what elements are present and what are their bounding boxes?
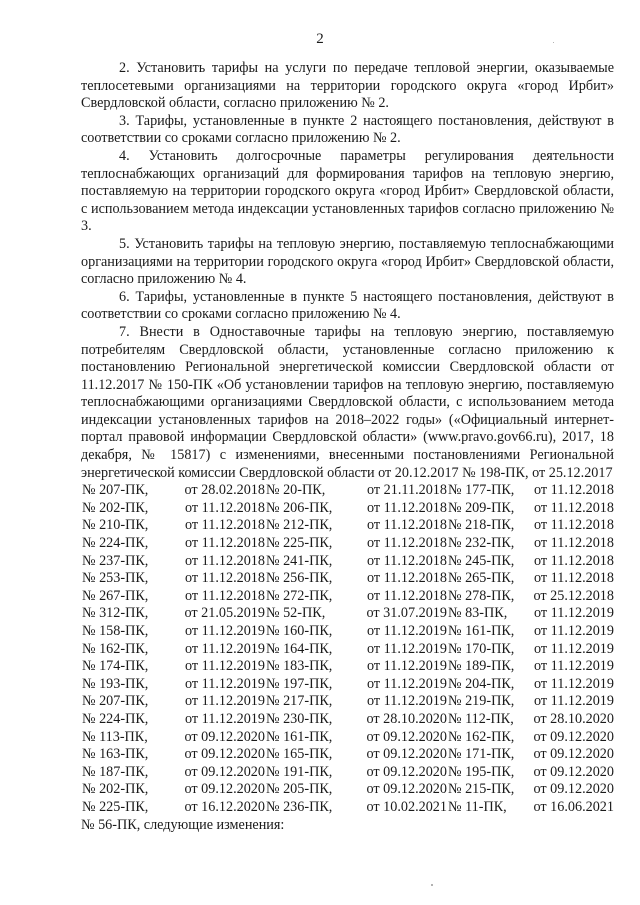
amendment-date: от 09.12.2020 — [366, 781, 447, 798]
amendment-date: от 09.12.2020 — [366, 763, 447, 780]
amendment-date: от 11.12.2018 — [367, 499, 447, 516]
amendment-number: № 112-ПК, — [448, 710, 514, 727]
amendment-number: № 158-ПК, — [82, 623, 149, 639]
paragraph-item-2: 2. Установить тарифы на услуги по передаче тепловой энергии, оказываемые теплосетевыми организациями на территории городского округа «город Ирбит» Свердловской области, согласно приложению № 2. — [81, 60, 614, 112]
scan-speck — [553, 42, 554, 43]
amendment-number: № 170-ПК, — [448, 640, 515, 657]
amendment-date: от 11.12.2018 — [534, 499, 614, 516]
amendment-date: от 11.12.2019 — [185, 693, 265, 710]
amendment-date: от 11.12.2018 — [367, 587, 447, 604]
amendment-date: от 31.07.2019 — [366, 605, 447, 622]
paragraph-item-7: 7. Внести в Одноставочные тарифы на тепловую энергию, поставляемую потребителям Свердловской области, установленные согласно приложению к постановлению Региональной энергетической комиссии Свердловской области от 11.12.2017 № 150-ПК «Об установлении тарифов на тепловую энергию, поставляемую теплоснабжающими организациями Свердловской области, с использованием метода индексации установленных тарифов на 2018–2022 годы» («Официальный интернет-портал правовой информации Свердловской области» (www.pravo.gov66.ru), 2017, 18 декабря, № 15817) с изменениями, внесенными постановлениями Региональной энергетической комиссии Свердловской области от 20.12.2017 № 198-ПК, от 25.12.2017 — [81, 323, 614, 481]
amendment-number: № 20-ПК, — [266, 482, 326, 499]
amendment-number: № 207-ПК, — [82, 482, 149, 499]
amendment-date: от 09.12.2020 — [366, 746, 447, 763]
amendment-date: от 11.12.2018 — [367, 517, 447, 534]
amendment-number: № 217-ПК, — [266, 693, 333, 710]
amendment-date: от 16.06.2021 — [533, 798, 614, 815]
amendment-date: от 11.12.2018 — [367, 552, 447, 569]
amendment-number: № 161-ПК, — [266, 728, 333, 745]
amendment-number: № 265-ПК, — [448, 570, 515, 587]
amendment-date: от 11.12.2019 — [534, 640, 614, 657]
amendment-number: № 160-ПК, — [266, 623, 333, 639]
amendment-date: от 09.12.2020 — [184, 746, 265, 763]
amendment-number: № 191-ПК, — [266, 763, 333, 780]
amendment-number: № 225-ПК, — [82, 798, 149, 815]
amendment-number: № 210-ПК, — [82, 517, 149, 534]
amendment-date: от 11.12.2019 — [534, 693, 614, 710]
amendment-date: от 11.12.2019 — [185, 658, 265, 675]
amendment-date: от 11.12.2019 — [534, 605, 614, 622]
amendment-date: от 09.12.2020 — [533, 746, 614, 763]
amendment-date: от 11.12.2019 — [534, 623, 614, 639]
amendment-date: от 11.12.2019 — [367, 693, 447, 710]
amendment-number: № 171-ПК, — [448, 746, 515, 763]
paragraph-item-6: 6. Тарифы, установленные в пункте 5 настоящего постановления, действуют в соответствии со сроками согласно приложению № 4. — [81, 288, 614, 323]
amendment-date: от 28.02.2018 — [184, 482, 265, 499]
amendment-date: от 11.12.2019 — [367, 675, 447, 692]
amendment-date: от 16.12.2020 — [184, 798, 265, 815]
amendment-date: от 11.12.2019 — [185, 710, 265, 727]
amendment-number: № 267-ПК, — [82, 587, 149, 604]
amendment-date: от 25.12.2018 — [533, 587, 614, 604]
amendment-number: № 253-ПК, — [82, 570, 149, 587]
amendment-number: № 204-ПК, — [448, 675, 515, 692]
amendment-number: № 52-ПК, — [266, 605, 326, 622]
amendment-date: от 11.12.2019 — [185, 640, 265, 657]
amendment-number: № 256-ПК, — [266, 570, 333, 587]
amendment-number: № 187-ПК, — [82, 763, 149, 780]
amendment-number: № 278-ПК, — [448, 587, 515, 604]
amendment-date: от 11.12.2018 — [534, 570, 614, 587]
amendment-date: от 09.12.2020 — [184, 728, 265, 745]
amendment-date: от 11.12.2018 — [185, 517, 265, 534]
amendment-number: № 209-ПК, — [448, 499, 515, 516]
amendment-number: № 205-ПК, — [266, 781, 333, 798]
amendment-number: № 272-ПК, — [266, 587, 333, 604]
amendment-date: от 09.12.2020 — [184, 781, 265, 798]
amendment-date: от 09.12.2020 — [533, 781, 614, 798]
amendment-number: № 165-ПК, — [266, 746, 333, 763]
amendment-date: от 11.12.2018 — [367, 570, 447, 587]
amendment-number: № 202-ПК, — [82, 499, 149, 516]
amendment-number: № 113-ПК, — [82, 728, 148, 745]
amendment-number: № 193-ПК, — [82, 675, 149, 692]
amendment-number: № 232-ПК, — [448, 535, 515, 552]
amendment-date: от 11.12.2018 — [534, 482, 614, 499]
amendment-number: № 241-ПК, — [266, 552, 333, 569]
amendment-number: № 197-ПК, — [266, 675, 333, 692]
amendment-number: № 230-ПК, — [266, 710, 333, 727]
amendment-number: № 224-ПК, — [82, 535, 149, 552]
amendment-date: от 09.12.2020 — [533, 728, 614, 745]
amendment-number: № 161-ПК, — [448, 623, 515, 639]
amendment-number: № 183-ПК, — [266, 658, 333, 675]
amendment-date: от 11.12.2019 — [367, 623, 447, 639]
amendment-number: № 237-ПК, — [82, 552, 149, 569]
amendment-number: № 219-ПК, — [448, 693, 515, 710]
amendment-date: от 11.12.2019 — [367, 658, 447, 675]
paragraph-item-4: 4. Установить долгосрочные параметры регулирования деятельности теплоснабжающих организаций для формирования тарифов на тепловую энергию, поставляемую на территории городского округа «город Ирбит» Свердловской области, с использованием метода индексации установленных тарифов согласно приложению № 3. — [81, 147, 614, 235]
amendment-number: № 218-ПК, — [448, 517, 515, 534]
amendment-number: № 206-ПК, — [266, 499, 333, 516]
amendment-date: от 11.12.2018 — [185, 535, 265, 552]
amendment-number: № 162-ПК, — [82, 640, 149, 657]
amendment-date: от 11.12.2018 — [185, 587, 265, 604]
amendment-date: от 11.12.2018 — [185, 552, 265, 569]
amendment-number: № 164-ПК, — [266, 640, 333, 657]
amendment-date: от 09.12.2020 — [184, 763, 265, 780]
amendment-number: № 207-ПК, — [82, 693, 149, 710]
scan-speck — [431, 884, 433, 886]
page-number: 2 — [316, 31, 324, 47]
amendment-number: № 224-ПК, — [82, 710, 149, 727]
amendment-date: от 11.12.2019 — [534, 658, 614, 675]
amendment-date: от 21.05.2019 — [184, 605, 265, 622]
amendment-date: от 28.10.2020 — [366, 710, 447, 727]
amendment-date: от 11.12.2018 — [534, 535, 614, 552]
amendment-date: от 11.12.2018 — [367, 535, 447, 552]
amendment-number: № 195-ПК, — [448, 763, 515, 780]
amendment-number: № 236-ПК, — [266, 798, 333, 815]
amendment-date: от 11.12.2019 — [185, 623, 265, 639]
amendment-date: от 11.12.2018 — [534, 552, 614, 569]
amendment-date: от 21.11.2018 — [367, 482, 447, 499]
amendment-number: № 83-ПК, — [448, 605, 508, 622]
closing-line: № 56-ПК, следующие изменения: — [81, 816, 285, 833]
amendment-number: № 245-ПК, — [448, 552, 515, 569]
amendment-number: № 212-ПК, — [266, 517, 333, 534]
amendment-date: от 11.12.2018 — [534, 517, 614, 534]
amendment-date: от 09.12.2020 — [366, 728, 447, 745]
document-body — [81, 60, 614, 834]
amendment-number: № 312-ПК, — [82, 605, 149, 622]
amendment-date: от 11.12.2018 — [185, 570, 265, 587]
amendment-number: № 225-ПК, — [266, 535, 333, 552]
amendment-date: от 11.12.2019 — [185, 675, 265, 692]
amendment-date: от 10.02.2021 — [366, 798, 447, 815]
amendment-number: № 189-ПК, — [448, 658, 515, 675]
amendment-number: № 202-ПК, — [82, 781, 149, 798]
amendment-date: от 11.12.2018 — [185, 499, 265, 516]
amendments-list — [81, 482, 614, 816]
amendment-date: от 09.12.2020 — [533, 763, 614, 780]
paragraph-item-3: 3. Тарифы, установленные в пункте 2 настоящего постановления, действуют в соответствии со сроками согласно приложению № 2. — [81, 112, 614, 147]
amendment-date: от 11.12.2019 — [534, 675, 614, 692]
amendment-number: № 162-ПК, — [448, 728, 515, 745]
paragraph-item-5: 5. Установить тарифы на тепловую энергию, поставляемую теплоснабжающими организациями на территории городского округа «город Ирбит» Свердловской области, согласно приложению № 4. — [81, 235, 614, 288]
amendment-number: № 174-ПК, — [82, 658, 149, 675]
amendment-number: № 163-ПК, — [82, 746, 149, 763]
amendment-date: от 28.10.2020 — [533, 710, 614, 727]
amendment-number: № 215-ПК, — [448, 781, 515, 798]
amendment-number: № 11-ПК, — [448, 798, 507, 815]
amendment-number: № 177-ПК, — [448, 482, 515, 499]
amendment-date: от 11.12.2019 — [367, 640, 447, 657]
